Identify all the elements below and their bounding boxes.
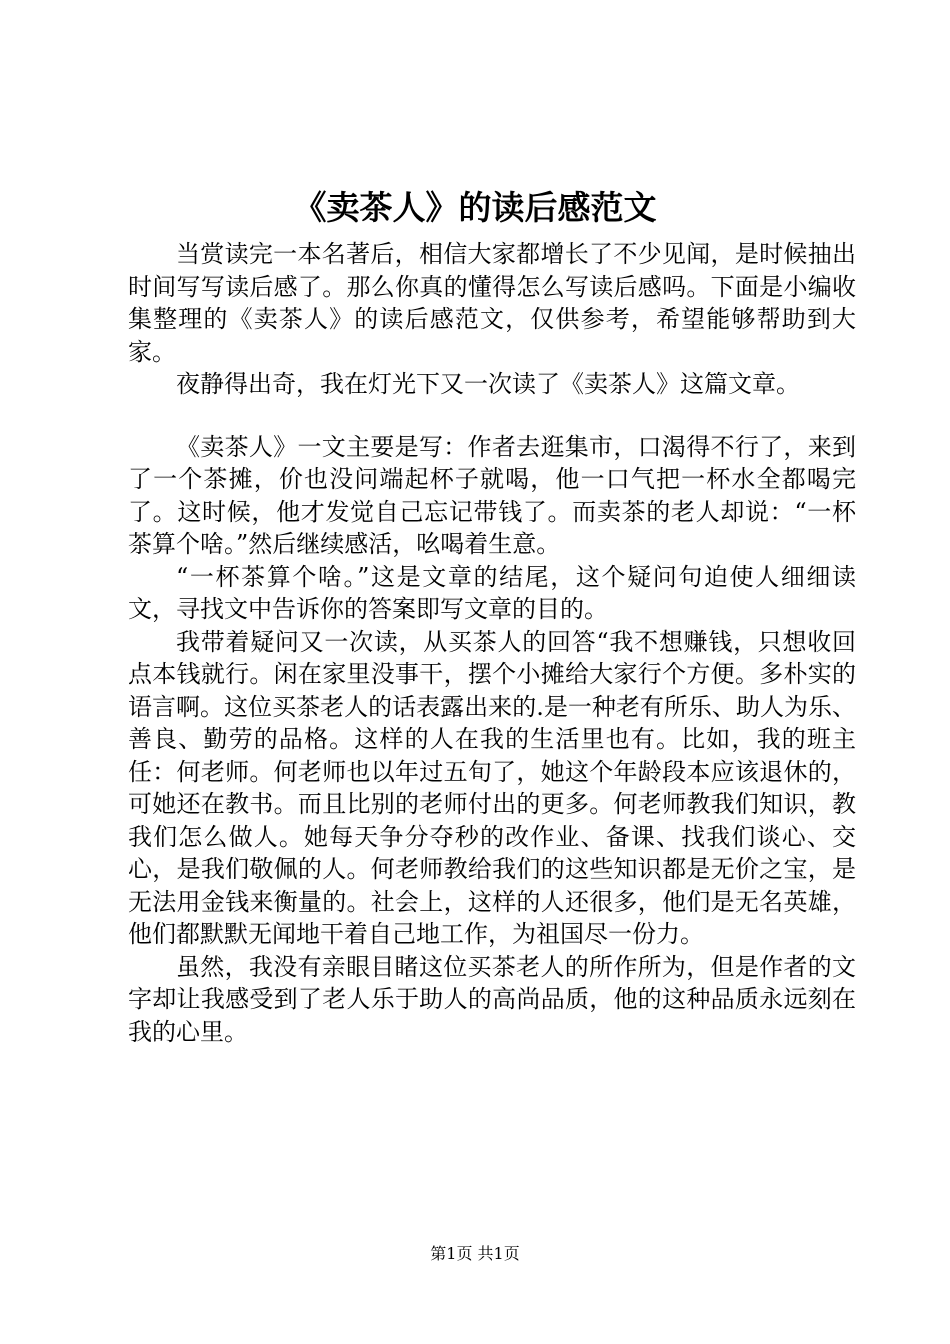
paragraph-gap xyxy=(128,401,856,431)
page-footer: 第1页 共1页 xyxy=(430,1244,520,1263)
document-body xyxy=(128,238,856,1048)
paragraph-reflection: 我带着疑问又一次读，从买茶人的回答“我不想赚钱，只想收回点本钱就行。闲在家里没事干，摆个小摊给大家行个方便。多朴实的语言啊。这位买茶老人的话表露出来的.是一种老有所乐、助人为乐、善良、勤劳的品格。这样的人在我的生活里也有。比如，我的班主任：何老师。何老师也以年过五旬了，她这个年龄段本应该退休的，可她还在教书。而且比别的老师付出的更多。何老师教我们知识，教我们怎么做人。她每天争分夺秒的改作业、备课、找我们谈心、交心，是我们敬佩的人。何老师教给我们的这些知识都是无价之宝，是无法用金钱来衡量的。社会上，这样的人还很多，他们是无名英雄，他们都默默无闻地干着自己地工作，为祖国尽一份力。 xyxy=(128,627,856,948)
paragraph-intro: 当赏读完一本名著后，相信大家都增长了不少见闻，是时候抽出时间写写读后感了。那么你真的懂得怎么写读后感吗。下面是小编收集整理的《卖茶人》的读后感范文，仅供参考，希望能够帮助到大家。 xyxy=(128,240,856,366)
paragraph-conclusion: 虽然，我没有亲眼目睹这位买茶老人的所作所为，但是作者的文字却让我感受到了老人乐于助人的高尚品质，他的这种品质永远刻在我的心里。 xyxy=(128,952,856,1046)
paragraph-question: “一杯茶算个啥。”这是文章的结尾，这个疑问句迫使人细细读文，寻找文中告诉你的答案即写文章的目的。 xyxy=(128,562,856,623)
paragraph-summary: 《卖茶人》一文主要是写：作者去逛集市，口渴得不行了，来到了一个茶摊，价也没问端起杯子就喝，他一口气把一杯水全都喝完了。这时候，他才发觉自己忘记带钱了。而卖茶的老人却说：“一杯茶算个啥。”然后继续感活，吆喝着生意。 xyxy=(128,432,856,558)
document-title: 《卖茶人》的读后感范文 xyxy=(293,188,657,227)
paragraph-night: 夜静得出奇，我在灯光下又一次读了《卖茶人》这篇文章。 xyxy=(176,370,800,398)
